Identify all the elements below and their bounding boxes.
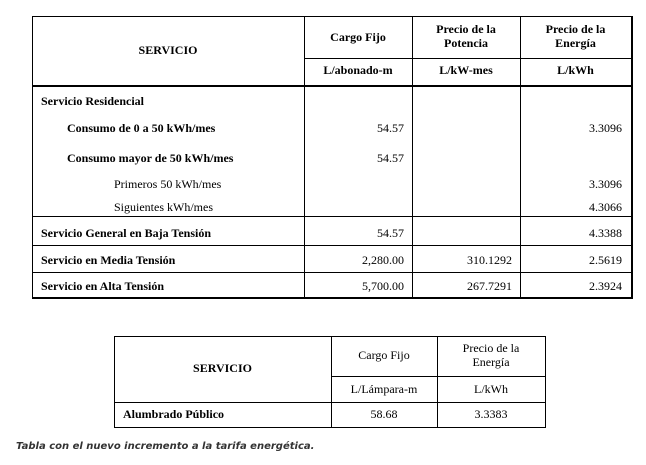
table-border-top	[114, 336, 546, 337]
energia-value: 2.3924	[589, 279, 622, 293]
header-precio-energia-line2: Energía	[472, 355, 510, 369]
energia-value: 4.3388	[589, 226, 622, 240]
row-label: Alumbrado Público	[123, 407, 225, 421]
energia-value: 2.5619	[589, 253, 622, 267]
header-precio-potencia-line1: Precio de la	[436, 22, 496, 36]
header-cargo-fijo: Cargo Fijo	[358, 348, 410, 362]
row-label: Primeros 50 kWh/mes	[114, 177, 222, 191]
table-row-divider	[32, 245, 632, 246]
table-border-left	[114, 336, 115, 428]
table-header-divider	[331, 376, 546, 377]
header-servicio: SERVICIO	[138, 43, 198, 57]
row-label: Siguientes kWh/mes	[114, 200, 213, 214]
header-servicio: SERVICIO	[193, 361, 252, 375]
row-label: Consumo mayor de 50 kWh/mes	[67, 151, 234, 165]
cargo-fijo-value: 54.57	[377, 226, 404, 240]
table-header-bottom	[114, 402, 546, 403]
row-label: Servicio Residencial	[41, 94, 144, 108]
row-label: Servicio en Alta Tensión	[41, 279, 165, 293]
energia-value: 3.3383	[474, 407, 508, 421]
table-row-divider	[32, 272, 632, 273]
unit-precio-energia: L/kWh	[557, 63, 594, 77]
row-label: Consumo de 0 a 50 kWh/mes	[67, 121, 216, 135]
unit-cargo-fijo: L/abonado-m	[323, 63, 393, 77]
energia-value: 3.3096	[589, 177, 622, 191]
table-header-bottom	[32, 85, 632, 87]
cargo-fijo-value: 54.57	[377, 151, 404, 165]
potencia-value: 310.1292	[467, 253, 512, 267]
cargo-fijo-value: 54.57	[377, 121, 404, 135]
header-precio-energia-line1: Precio de la	[545, 22, 606, 36]
table-border-right	[631, 16, 633, 299]
row-label: Servicio General en Baja Tensión	[41, 226, 212, 240]
table-border-left	[32, 16, 33, 299]
table-header-divider	[304, 58, 632, 59]
unit-cargo-fijo: L/Lámpara-m	[350, 382, 418, 396]
table-border-right	[545, 336, 546, 428]
header-precio-energia-line2: Energía	[555, 36, 596, 50]
cargo-fijo-value: 58.68	[370, 407, 398, 421]
table-row-divider	[32, 216, 632, 217]
cargo-fijo-value: 2,280.00	[362, 253, 404, 267]
table-border-top	[32, 16, 632, 17]
row-label: Servicio en Media Tensión	[41, 253, 176, 267]
table-border-bottom	[32, 297, 632, 299]
cargo-fijo-value: 5,700.00	[362, 279, 404, 293]
table-caption: Tabla con el nuevo incremento a la tarifa energética.	[16, 441, 315, 452]
potencia-value: 267.7291	[467, 279, 512, 293]
unit-precio-energia: L/kWh	[474, 382, 508, 396]
unit-precio-potencia: L/kW-mes	[439, 63, 493, 77]
energia-value: 3.3096	[589, 121, 622, 135]
header-precio-potencia-line2: Potencia	[444, 36, 488, 50]
energia-value: 4.3066	[589, 200, 622, 214]
header-precio-energia-line1: Precio de la	[462, 341, 520, 355]
header-cargo-fijo: Cargo Fijo	[330, 30, 386, 44]
table-border-bottom	[114, 427, 546, 428]
